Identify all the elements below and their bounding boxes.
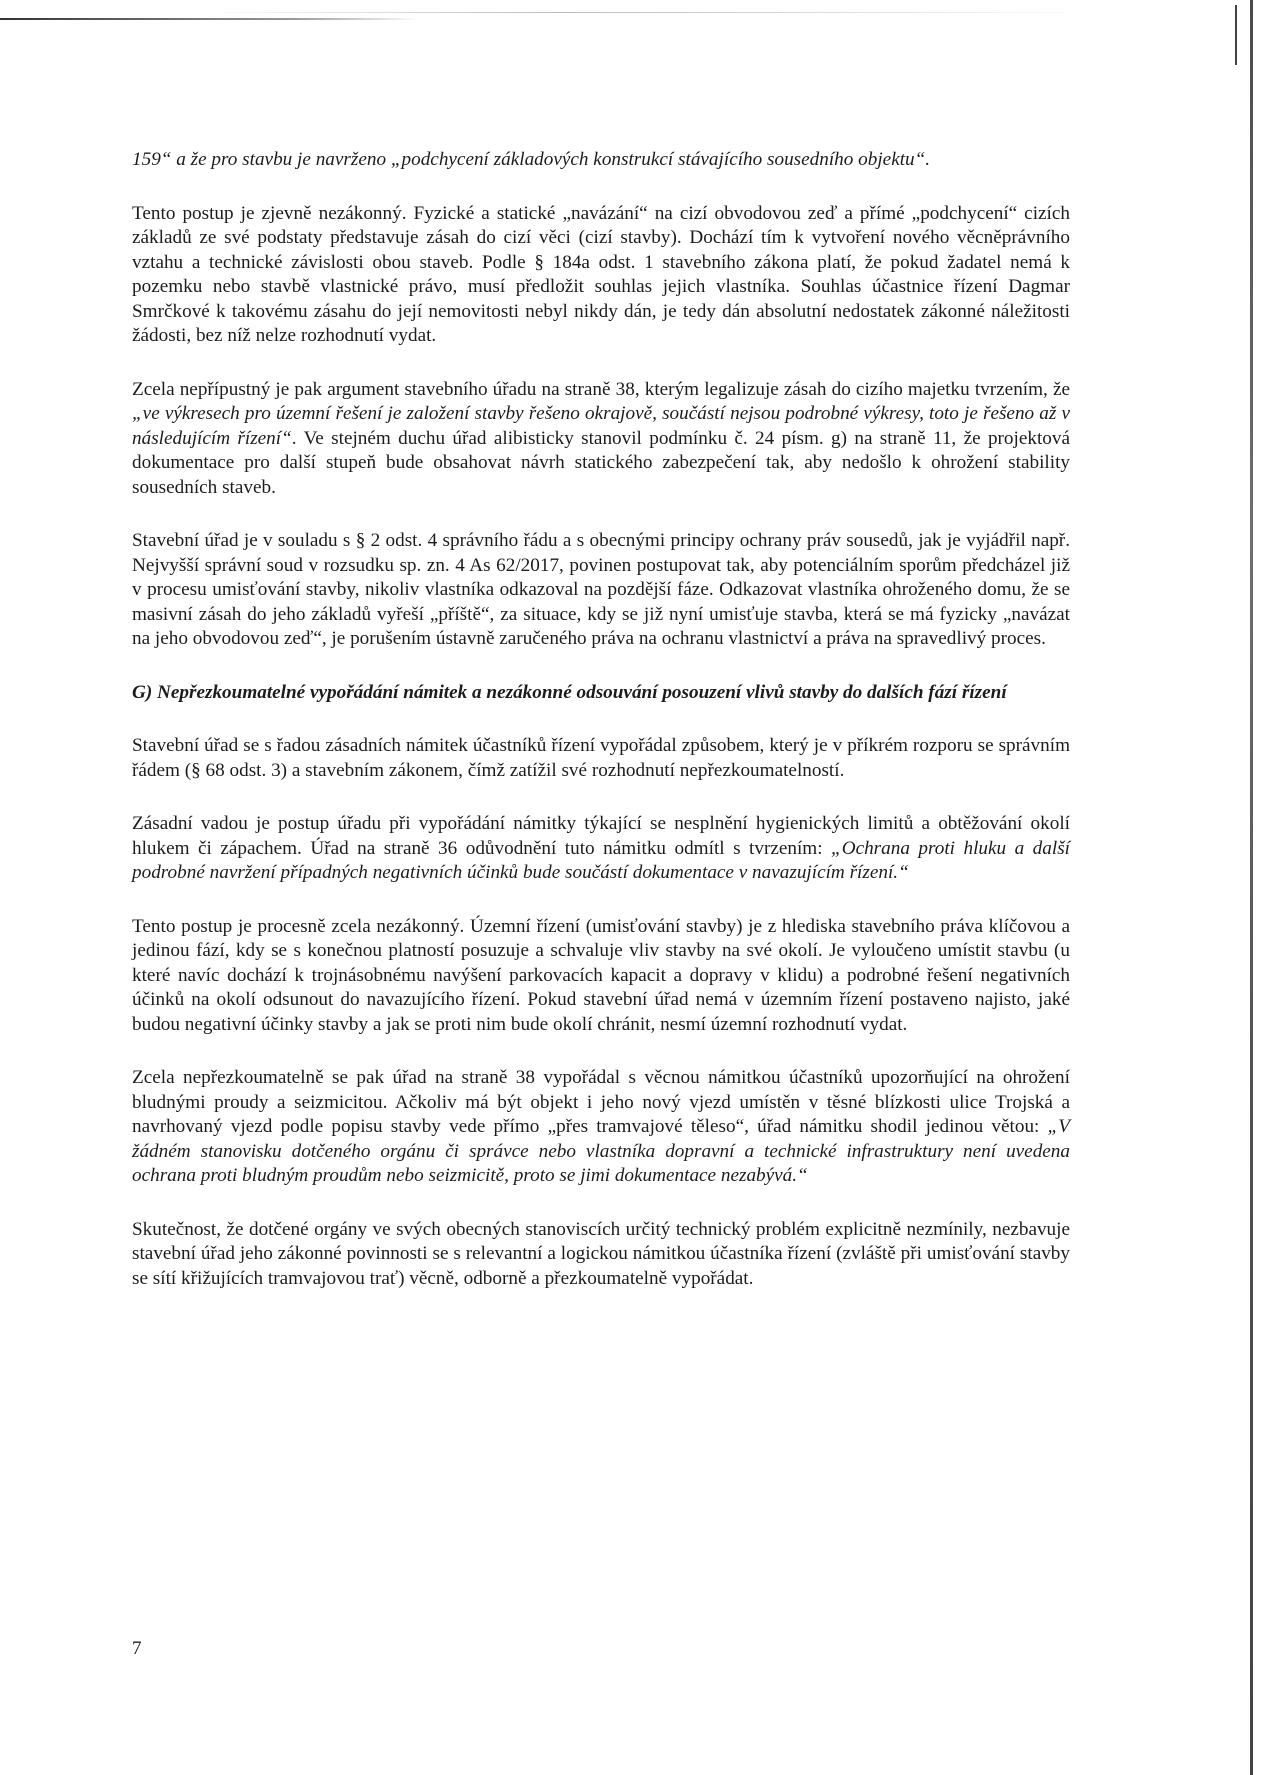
paragraph-conclusion bbox=[132, 1218, 1070, 1292]
paragraph-continuation bbox=[132, 148, 1070, 173]
paragraph-stray-currents bbox=[132, 1066, 1070, 1189]
text-fragment: Tento postup je zjevně nezákonný. Fyzické a statické „navázání“ na cizí obvodovou zeď a přímé „podchycení“ cizích základů ze své podstaty představuje zásah do cizí věci (cizí stavby). Dochází tím k vytvoření nového věcněprávního vztahu a technické závislosti obou staveb. Podle § 184a odst. 1 stavebního zákona platí, že pokud žadatel nemá k pozemku nebo stavbě vlastnické právo, musí předložit souhlas jejich vlastníka. Souhlas účastnice řízení Dagmar Smrčkové k takovému zásahu do její nemovitosti nebyl nikdy dán, je tedy dán absolutní nedostatek zákonné náležitosti žádosti, bez níž nelze rozhodnutí vydat. bbox=[132, 202, 1070, 346]
quoted-text: „ve výkresech pro územní řešení je založení stavby řešeno okrajově, součástí nejsou podrobné výkresy, toto je řešeno až v následujícím řízení“ bbox=[132, 403, 1070, 449]
text-fragment: Zcela nepřezkoumatelně se pak úřad na straně 38 vypořádal s věcnou námitkou účastníků upozorňující na ohrožení bludnými proudy a seizmicitou. Ačkoliv má být objekt i jeho nový vjezd umístěn v těsné blízkosti ulice Trojská a navrhovaný vjezd podle popisu stavby vede přímo „přes tramvajové těleso“, úřad námitku shodil jedinou větou: bbox=[132, 1067, 1070, 1137]
quoted-text: „Ochrana proti hluku a další podrobné navržení případných negativních účinků bude součástí dokumentace v navazujícím řízení.“ bbox=[132, 837, 1070, 883]
paragraph-hygiene-limits bbox=[132, 812, 1070, 886]
page-number: 7 bbox=[132, 1638, 142, 1659]
text-fragment: . Ve stejném duchu úřad alibisticky stanovil podmínku č. 24 písm. g) na straně 11, že projektová dokumentace pro další stupeň bude obsahovat návrh statického zabezpečení tak, aby nedošlo k ohrožení stability sousedních staveb. bbox=[132, 427, 1071, 498]
text-fragment: Tento postup je procesně zcela nezákonný. Územní řízení (umisťování stavby) je z hlediska stavebního práva klíčovou a jedinou fází, kdy se s konečnou platností posuzuje a schvaluje vliv stavby na své okolí. Je vyloučeno umístit stavbu (u které navíc dochází k trojnásobnému navýšení parkovacích kapacit a dopravy v klidu) a podrobné řešení negativních účinků na okolí odsunout do navazujícího řízení. Pokud stavební úřad nemá v územním řízení postaveno najisto, jaké budou negativní účinky stavby a jak se proti nim bude okolí chránit, nesmí územní rozhodnutí vydat. bbox=[132, 915, 1070, 1035]
scan-artifact-top-line bbox=[0, 18, 420, 20]
quoted-text: „podchycení základových konstrukcí stávajícího sousedního objektu“. bbox=[390, 149, 931, 170]
paragraph-inadmissible-argument bbox=[132, 378, 1070, 501]
paragraph-illegality bbox=[132, 202, 1070, 349]
text-fragment: Stavební úřad je v souladu s § 2 odst. 4 správního řádu a s obecnými principy ochrany práv sousedů, jak je vyjádřil např. Nejvyšší správní soud v rozsudku sp. zn. 4 As 62/2017, povinen postupovat tak, aby potenciálním sporům předcházel již v procesu umisťování stavby, nikoliv vlastníka odkazoval na pozdější fáze. Odkazovat vlastníka ohroženého domu, že se masivní zásah do jeho základů vyřeší „příště“, za situace, kdy se již nyní umisťuje stavba, která se má fyzicky „navázat na jeho obvodovou zeď“, je porušením ústavně zaručeného práva na ochranu vlastnictví a práva na spravedlivý proces. bbox=[132, 530, 1070, 649]
document-body bbox=[132, 148, 1070, 1320]
text-fragment: Zcela nepřípustný je pak argument stavebního úřadu na straně 38, kterým legalizuje zásah do cizího majetku tvrzením, že bbox=[132, 378, 1070, 400]
text-fragment: Zásadní vadou je postup úřadu při vypořádání námitky týkající se nesplnění hygienických limitů a obtěžování okolí hlukem či zápachem. Úřad na straně 36 odůvodnění tuto námitku odmítl s tvrzením: bbox=[132, 813, 1070, 859]
paragraph-unreviewable bbox=[132, 734, 1070, 783]
text-fragment: 159“ a že pro stavbu je navrženo bbox=[132, 149, 391, 170]
paragraph-procedural-illegality bbox=[132, 915, 1070, 1038]
section-heading-g: G) Nepřezkoumatelné vypořádání námitek a nezákonné odsouvání posouzení vlivů stavby do dalších fází řízení bbox=[132, 681, 1007, 703]
text-fragment: Skutečnost, že dotčené orgány ve svých obecných stanoviscích určitý technický problém explicitně nezmínily, nezbavuje stavební úřad jeho zákonné povinnosti se s relevantní a logickou námitkou účastníka řízení (zvláště při umisťování stavby se sítí křižujících tramvajovou trať) věcně, odborně a přezkoumatelně vypořádat. bbox=[132, 1218, 1070, 1289]
quoted-text: „V žádném stanovisku dotčeného orgánu či správce nebo vlastníka dopravní a technické infrastruktury není uvedena ochrana proti bludným proudům nebo seizmicitě, proto se jimi dokumentace nezabývá.“ bbox=[132, 1116, 1070, 1186]
scan-artifact-corner bbox=[1235, 5, 1237, 65]
scan-artifact-right-edge bbox=[1250, 0, 1253, 1775]
paragraph-neighbour-rights bbox=[132, 529, 1070, 652]
scan-artifact-top-faint-line bbox=[200, 12, 1100, 13]
text-fragment: Stavební úřad se s řadou zásadních námitek účastníků řízení vypořádal způsobem, který je v příkrém rozporu se správním řádem (§ 68 odst. 3) a stavebním zákonem, čímž zatížil své rozhodnutí nepřezkoumatelností. bbox=[132, 735, 1070, 781]
